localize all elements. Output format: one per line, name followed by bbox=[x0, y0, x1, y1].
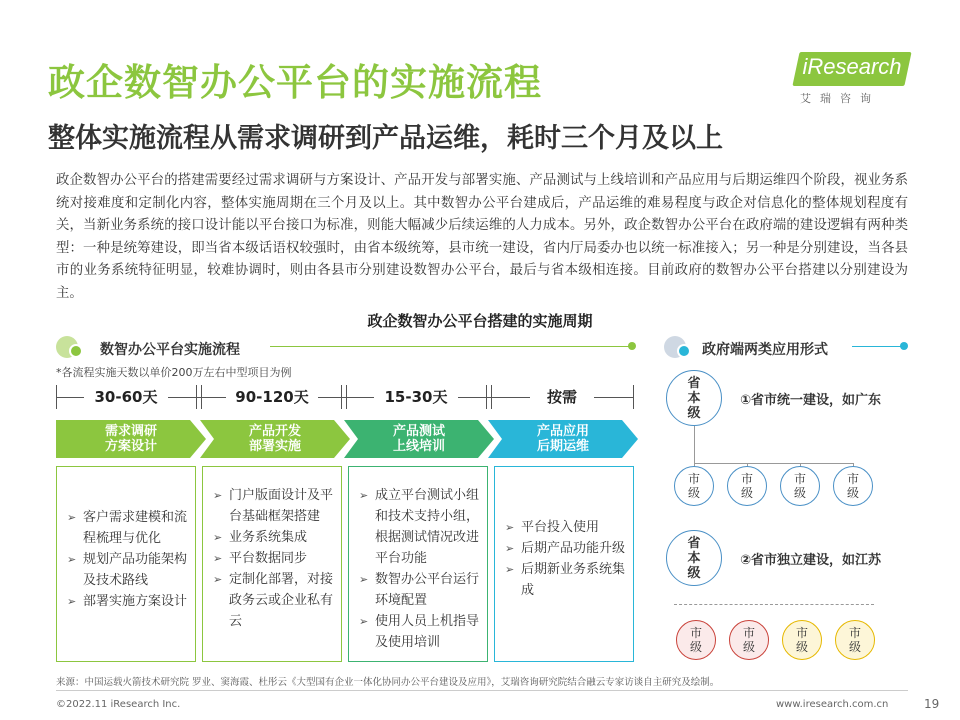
stage-item: ➢ 规划产品功能架构及技术路线 bbox=[67, 549, 187, 591]
stage-chevron bbox=[200, 420, 350, 458]
city-node: 市 级 bbox=[835, 620, 875, 660]
timeline-tick bbox=[346, 385, 347, 409]
dashed-divider bbox=[674, 604, 874, 605]
model2-label: ②省市独立建设，如江苏 bbox=[740, 553, 882, 568]
city-node: 市 级 bbox=[729, 620, 769, 660]
chart-title: 政企数智办公平台搭建的实施周期 bbox=[367, 312, 593, 330]
stage-item: ➢ 客户需求建模和流程梳理与优化 bbox=[67, 507, 187, 549]
stage-item: ➢ 平台投入使用 bbox=[505, 517, 625, 538]
city-node: 市 级 bbox=[676, 620, 716, 660]
left-section-line-dot bbox=[628, 342, 636, 350]
duration-label: 15-30天 bbox=[374, 386, 458, 407]
stage-item: ➢ 成立平台测试小组和技术支持小组，根据测试情况改进平台功能 bbox=[359, 485, 479, 569]
stage-box bbox=[56, 466, 196, 662]
stage-item: ➢ 后期新业务系统集成 bbox=[505, 559, 625, 601]
timeline-tick bbox=[491, 385, 492, 409]
timeline-tick bbox=[196, 385, 197, 409]
page-title: 政企数智办公平台的实施流程 bbox=[48, 61, 542, 104]
province-node: 省 本 级 bbox=[666, 370, 722, 426]
stage-chevron bbox=[488, 420, 638, 458]
stage-chevron bbox=[344, 420, 494, 458]
left-section-line bbox=[270, 346, 632, 347]
province-node: 省 本 级 bbox=[666, 530, 722, 586]
stage-label: 产品测试 上线培训 bbox=[392, 424, 445, 454]
city-node: 市 级 bbox=[780, 466, 820, 506]
city-node: 市 级 bbox=[782, 620, 822, 660]
duration-label: 90-120天 bbox=[226, 386, 318, 407]
city-node: 市 级 bbox=[674, 466, 714, 506]
stage-item: ➢ 业务系统集成 bbox=[213, 527, 333, 548]
page-subtitle: 整体实施流程从需求调研到产品运维，耗时三个月及以上 bbox=[48, 123, 723, 154]
timeline-tick bbox=[633, 385, 634, 409]
stage-item: ➢ 平台数据同步 bbox=[213, 548, 333, 569]
right-section-dots-icon bbox=[664, 336, 694, 358]
timeline-tick bbox=[341, 385, 342, 409]
stage-item: ➢ 使用人员上机指导及使用培训 bbox=[359, 611, 479, 653]
timeline-tick bbox=[201, 385, 202, 409]
stage-item: ➢ 部署实施方案设计 bbox=[67, 591, 187, 612]
logo-cn: 艾瑞咨询 bbox=[800, 92, 880, 105]
right-section-line-dot bbox=[900, 342, 908, 350]
duration-note: *各流程实施天数以单价200万左右中型项目为例 bbox=[56, 366, 292, 379]
right-section-line bbox=[852, 346, 904, 347]
copyright: ©2022.11 iResearch Inc. bbox=[56, 699, 181, 710]
page-number: 19 bbox=[924, 697, 940, 711]
model1-label: ①省市统一建设，如广东 bbox=[740, 393, 882, 408]
stage-item: ➢ 数智办公平台运行环境配置 bbox=[359, 569, 479, 611]
intro-paragraph: 政企数智办公平台的搭建需要经过需求调研与方案设计、产品开发与部署实施、产品测试与上线培训和产品应用与后期运维四个阶段，视业务系统对接难度和定制化内容，整体实施周期在三个月及以上。其中数智办公平台建成后，产品运维的难易程度与政企对信息化的整体规划程度有关，当新业务系统的接口设计能以平台接口为标准，则能大幅减少后续运维的人力成本。另外，政企数智办公平台在政府端的建设逻辑有两种类型：一种是统筹建设，即当省本级话语权较强时，由省本级统筹，县市统一建设，省内厅局委办也以统一标准接入；另一种是分别建设，当各县市的业务系统特征明显，较难协调时，则由各县市分别建设数智办公平台，最后与省本级相连接。目前政府的数智办公平台搭建以分别建设为主。 bbox=[56, 173, 908, 301]
left-section-dots-icon bbox=[56, 336, 86, 358]
timeline-tick bbox=[56, 385, 57, 409]
stage-item: ➢ 门户版面设计及平台基础框架搭建 bbox=[213, 485, 333, 527]
stage-item: ➢ 定制化部署，对接政务云或企业私有云 bbox=[213, 569, 333, 632]
connector bbox=[694, 463, 854, 464]
left-section-title: 数智办公平台实施流程 bbox=[100, 342, 240, 358]
footer-divider bbox=[56, 690, 908, 691]
connector bbox=[694, 426, 695, 464]
city-node: 市 级 bbox=[727, 466, 767, 506]
city-node: 市 级 bbox=[833, 466, 873, 506]
right-section-title: 政府端两类应用形式 bbox=[702, 342, 828, 358]
stage-item: ➢ 后期产品功能升级 bbox=[505, 538, 625, 559]
stage-box bbox=[202, 466, 342, 662]
source-note: 来源：中国运载火箭技术研究院 罗业、窦海霞、杜彤云《大型国有企业一体化协同办公平台建设及应用》，艾瑞咨询研究院结合融云专家访谈自主研究及绘制。 bbox=[56, 677, 720, 688]
duration-label: 按需 bbox=[530, 386, 594, 407]
stage-box bbox=[348, 466, 488, 662]
stage-label: 产品开发 部署实施 bbox=[248, 424, 301, 454]
website: www.iresearch.com.cn bbox=[776, 699, 889, 710]
stage-chevron bbox=[56, 420, 206, 458]
timeline-tick bbox=[486, 385, 487, 409]
stage-box bbox=[494, 466, 634, 662]
iresearch-logo bbox=[780, 52, 910, 108]
stage-label: 需求调研 方案设计 bbox=[104, 424, 157, 454]
stage-label: 产品应用 后期运维 bbox=[536, 424, 589, 454]
logo-text: iResearch bbox=[802, 54, 902, 79]
duration-label: 30-60天 bbox=[84, 386, 168, 407]
